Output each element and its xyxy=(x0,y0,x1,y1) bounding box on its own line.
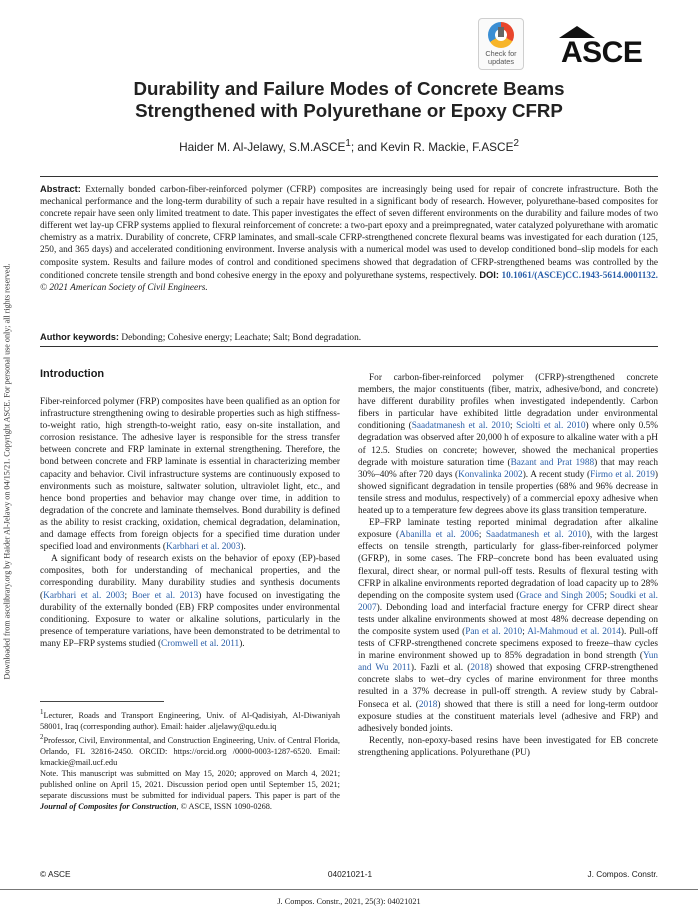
badge-line-2: updates xyxy=(488,57,514,66)
p-text: ; xyxy=(604,590,610,601)
intro-paragraph-2 xyxy=(40,553,340,650)
asce-logo xyxy=(561,36,642,70)
doi-link[interactable]: 10.1061/(ASCE)CC.1943-5614.0001132. xyxy=(501,270,658,281)
citation-link[interactable]: Yun and Wu 2011 xyxy=(358,651,658,674)
footnotes xyxy=(40,707,340,812)
citation-link[interactable]: Grace and Singh 2005 xyxy=(519,590,605,601)
logo-text: ASCE xyxy=(561,36,643,69)
citation-link[interactable]: Pan et al. 2010 xyxy=(465,626,523,637)
footnote-rule xyxy=(40,701,164,702)
author-list xyxy=(40,138,658,154)
keywords-rule xyxy=(40,346,658,347)
footnote-1 xyxy=(40,707,340,732)
right-paragraph-1 xyxy=(358,372,658,517)
check-for-updates-badge[interactable] xyxy=(478,18,524,70)
footnote-2-text: Professor, Civil, Environmental, and Construction Engineering, Univ. of Central Florida, Orlando, FL 32816-2450. ORCID: https://orcid.org /0000-0003-1287-6520. Email: kmackie@mail.ucf.edu xyxy=(40,735,340,767)
header-rule xyxy=(40,176,658,177)
p-text: ), with the largest effects on tensile strength, particularly for glass-fiber-reinforced polymer (GFRP), in some cases. The FRP–concrete bond has been evaluated using flexural, direct shear, or normal pull-off tests. Results of flexural testing with CFRP in alkaline environments reported degradation of load capacity up to 28% depending on the composite system used ( xyxy=(358,530,658,601)
author-separator: ; and xyxy=(350,139,381,154)
p-text: ; xyxy=(478,530,486,541)
citation-link[interactable]: 2018 xyxy=(418,699,438,710)
author-2: Kevin R. Mackie, F.ASCE xyxy=(380,139,514,154)
author-1: Haider M. Al-Jelawy, S.M.ASCE xyxy=(179,139,346,154)
citation-link[interactable]: 2018 xyxy=(470,663,489,674)
keywords-label: Author keywords: xyxy=(40,332,120,342)
p-text: ; xyxy=(522,626,528,637)
author-1-affil: 1 xyxy=(345,138,351,149)
footnote-1-marker: 1 xyxy=(40,709,44,716)
abstract xyxy=(40,183,658,294)
p-text: ). Fazli et al. ( xyxy=(410,663,471,674)
citation-link[interactable]: Boer et al. 2013 xyxy=(131,590,199,601)
doi-label: DOI: xyxy=(479,269,499,280)
p-text: ). xyxy=(239,638,245,649)
p-text: ) have focused on investigating the durability of the externally bonded (EB) FRP composites under environmental conditioning. Exposure to water or alkaline solutions, particularly in the presence of temperature variations, have been demonstrated to be detrimental to many EP–FRP systems studied ( xyxy=(40,590,340,649)
p-text: ; xyxy=(124,590,132,601)
citation-link[interactable]: Sciolti et al. 2010 xyxy=(516,421,586,432)
p-text: ). xyxy=(240,542,246,553)
citation-link[interactable]: Firmo et al. 2019 xyxy=(590,469,655,480)
citation-link[interactable]: Saadatmanesh et al. 2010 xyxy=(485,530,587,541)
p-text: ) showed that exposing CFRP-strengthened concrete slabs to wet–dry cycles of marine environment for three months resulted in a 37% decrease in pull-off strength. A review study by Cabral-Fonseca et al. ( xyxy=(358,663,658,710)
note-text: , © ASCE, ISSN 1090-0268. xyxy=(176,801,272,811)
right-column xyxy=(358,372,658,759)
right-paragraph-2 xyxy=(358,517,658,735)
p-text: ) that may reach 30%–40% after 720 days ( xyxy=(358,457,658,480)
p-text: A significant body of research exists on the behavior of epoxy (EP)-based composites, both for understanding of mechanical properties, and the corresponding durability. Many durability studies and synthesis documents ( xyxy=(40,554,340,601)
download-notice: Downloaded from ascelibrary.org by Haider Al-Jelawy on 04/15/21. Copyright ASCE. For personal use only; all rights reserved. xyxy=(2,263,12,680)
p-text: ) showed significant degradation in tensile properties (68% and 96% decrease in tensile stress and modulus, respectively) of a commercial epoxy adhesive when heated up to a temperature few degrees above its glass transition temperature. xyxy=(358,469,658,517)
footnote-2 xyxy=(40,732,340,768)
citation-link[interactable]: Abanilla et al. 2006 xyxy=(399,530,479,541)
footer-rule xyxy=(0,889,698,890)
footer-journal: J. Compos. Constr. xyxy=(587,869,658,879)
right-paragraph-3: Recently, non-epoxy-based resins have been investigated for EB concrete strengthening applications. Polyurethane (PU) xyxy=(358,735,658,758)
p-text: For carbon-fiber-reinforced polymer (CFRP)-strengthened concrete members, the major constituents (fiber, matrix, adhesive/bond, and concrete) have different durability profiles when investigated independently. Carbon fibers in particular have exhibited little degradation under environmental conditioning ( xyxy=(358,373,658,432)
paper-title xyxy=(40,78,658,122)
citation-link[interactable]: Soudki et al. 2007 xyxy=(358,590,658,613)
footer-citation: J. Compos. Constr., 2021, 25(3): 04021021 xyxy=(277,897,421,906)
citation-link[interactable]: Bazant and Prat 1988 xyxy=(510,457,595,468)
citation-link[interactable]: Karbhari et al. 2003 xyxy=(166,542,241,553)
title-line-1: Durability and Failure Modes of Concrete Beams xyxy=(133,78,565,99)
intro-paragraph-1 xyxy=(40,396,340,553)
abstract-text: Externally bonded carbon-fiber-reinforced polymer (CFRP) composites are increasingly being used for repair of concrete infrastructure. Both the mechanical performance and the long-term durability of such a repair have resulted in a significant body of research. However, polyurethane-based composites for concrete repair have seen only limited treatment to date. This paper investigates the effect of seven different environments on the durability and failure modes of two different wet lay-up CFRP systems applied to flexural reinforcement of concrete: a two-part epoxy and a preimpregnated, water catalyzed polyurethane with aromatic chemistry as a matrix. Durability of concrete, CFRP laminates, and small-scale CFRP-strengthened concrete flexural beams was investigated for each duration (125, 250, and 365 days) and accelerated conditioning environment. Inverse analysis with a numerical model was used to develop conditioned bond–slip models for each composite system. Results and failure modes of control and conditioned specimens showed that degradation of CFRP-strengthened beams was controlled by the conditioned concrete tensile strength and bond cohesive energy in the epoxy and polyurethane systems, respectively. xyxy=(40,185,658,281)
left-column xyxy=(40,396,340,650)
bookmark-icon xyxy=(498,27,504,37)
section-heading-introduction: Introduction xyxy=(40,368,105,380)
logo-triangle-icon xyxy=(559,26,595,38)
p-text: ) where only 0.5% degradation was observed after 20,000 h of exposure to alkaline water with a pH of 12.5. Studies on concrete; however, showed the mechanical properties degrade with moisture saturation time ( xyxy=(358,421,658,468)
citation-link[interactable]: Karbhari et al. 2003 xyxy=(43,590,125,601)
footnote-2-marker: 2 xyxy=(40,733,44,741)
p-text: ). A recent study ( xyxy=(522,469,591,480)
p-text: ; xyxy=(509,421,517,432)
p-text: ). Debonding load and interfacial fracture energy for CFRP direct shear tests under alkaline environments showed at most 48% decrease depending on the composite system used ( xyxy=(358,602,658,637)
submission-note xyxy=(40,768,340,812)
title-line-2: Strengthened with Polyurethane or Epoxy CFRP xyxy=(135,100,563,121)
copyright-notice: © 2021 American Society of Civil Engineers. xyxy=(40,282,208,293)
author-keywords xyxy=(40,331,658,344)
citation-link[interactable]: Cromwell et al. 2011 xyxy=(161,638,240,649)
note-text: Note. This manuscript was submitted on May 15, 2020; approved on March 4, 2021; published online on April 15, 2021. Discussion period open until September 15, 2021; separate discussions must be submitted for individual papers. This paper is part of the xyxy=(40,768,340,800)
footer-copyright: © ASCE xyxy=(40,869,71,879)
author-2-affil: 2 xyxy=(513,138,519,149)
abstract-label: Abstract: xyxy=(40,184,81,194)
keywords-text: Debonding; Cohesive energy; Leachate; Salt; Bond degradation. xyxy=(121,333,362,343)
citation-link[interactable]: Konvalinka 2002 xyxy=(458,469,523,480)
p-text: Fiber-reinforced polymer (FRP) composites have been qualified as an option for infrastructure strengthening owing to desirable properties such as high stiffness-to-weight ratio, high strength-to-weight ratio, easy on-site installation, and corrosion resistance. The adhesive layer is responsible for the stress transfer between concrete and FRP laminate in external strengthening. Therefore, the bond between concrete and FRP laminate is essential in characterizing member capacity and behavior. Civil infrastructure systems are continuously exposed to environments such as moisture, saltwater solution, ultraviolet light, etc., and hence bond properties and behavior may change over time, in addition to degradation of the concrete and laminate themselves. Bond durability is defined as the ability to resist cracking, oxidation, chemical degradation, delamination, and damage effects from foreign objects for a specified time duration under specified load and environments ( xyxy=(40,397,340,553)
badge-line-1: Check for xyxy=(485,49,517,58)
p-text: EP–FRP laminate testing reported minimal degradation after alkaline exposure ( xyxy=(358,518,658,541)
p-text: ) showed that there is still a need for long-term outdoor exposure studies at the constituent materials level (adhesive and FRP) and adhesively bonded joints. xyxy=(358,699,659,734)
citation-link[interactable]: Saadatmanesh et al. 2010 xyxy=(411,421,510,432)
footnote-1-text: Lecturer, Roads and Transport Engineering, Univ. of Al-Qadisiyah, Al-Diwaniyah 58001, Iraq (corresponding author). Email: haider .aljelawy@qu.edu.iq xyxy=(40,710,340,731)
journal-name: Journal of Composites for Construction xyxy=(40,801,177,811)
p-text: ). Pull-off tests of CFRP-strengthened concrete specimens exposed to freeze–thaw cycles in marine environment showed up to 85% degradation in bond strength ( xyxy=(358,626,658,662)
footer-page-id: 04021021-1 xyxy=(327,869,373,879)
citation-link[interactable]: Al-Mahmoud et al. 2014 xyxy=(527,626,621,637)
